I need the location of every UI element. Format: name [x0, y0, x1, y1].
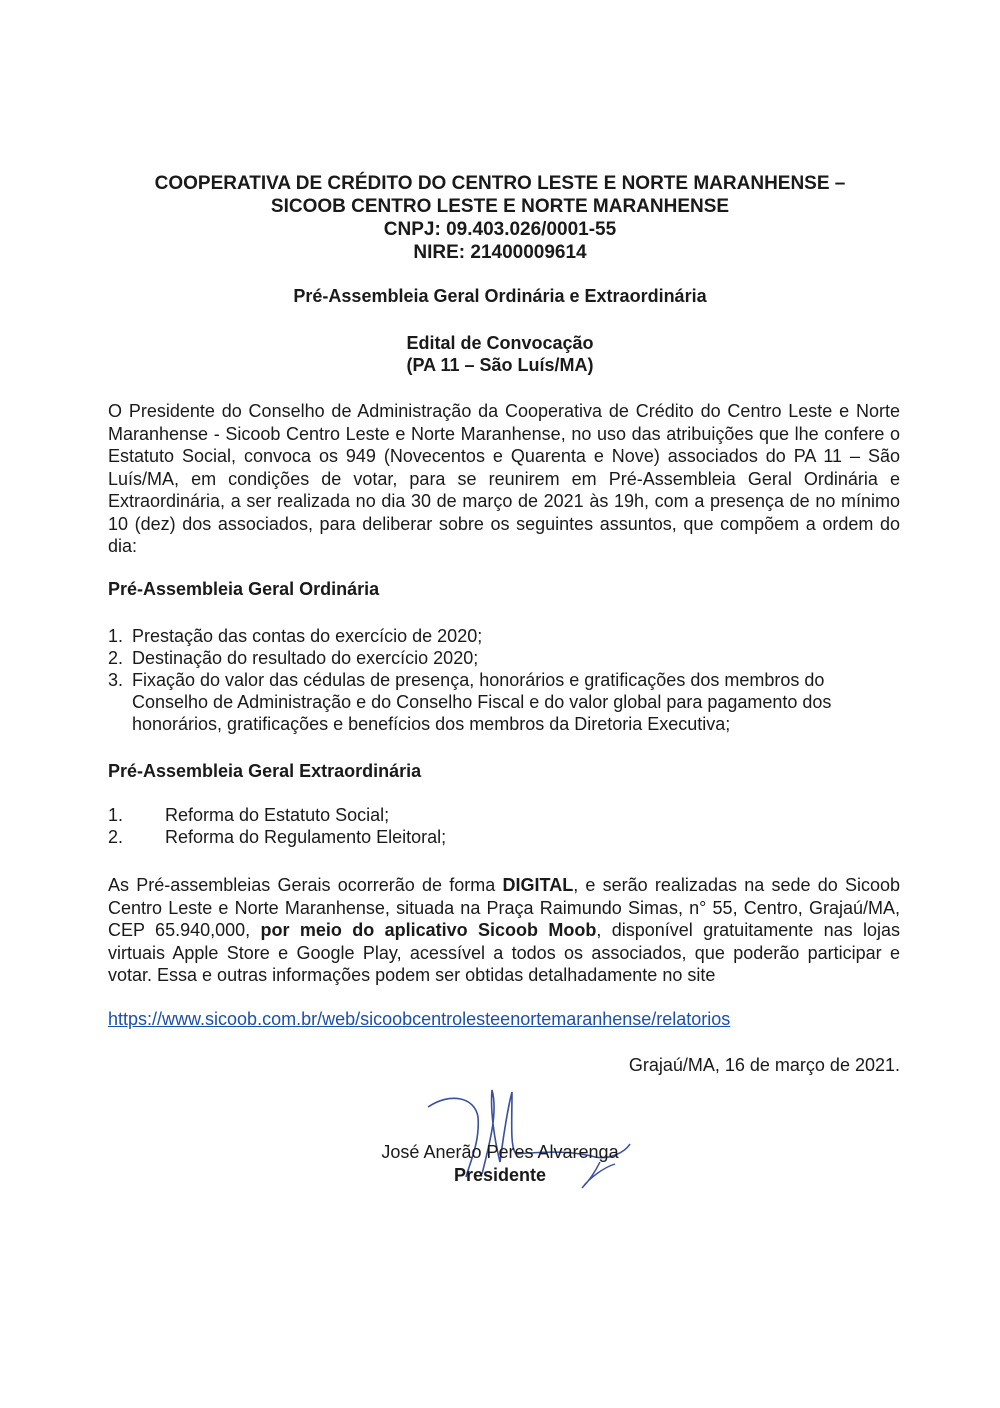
final-text-3: , disponível gratuitamente nas lojas virtuais Apple Store e Google Play, acessível a todos os associados, que poderão participar e votar. Essa e outras informações podem ser obtidas detalhadamente no site [108, 920, 901, 985]
list-item-text: Fixação do valor das cédulas de presença, honorários e gratificações dos membros do Conselho de Administração e do Conselho Fiscal e do valor global para pagamento dos honorários, gratificações e benefícios dos membros da Diretoria Executiva; [132, 670, 832, 734]
list-item-number: 3. [108, 670, 124, 690]
list-item [108, 669, 903, 735]
list-item [108, 826, 903, 848]
final-text-2: , e serão realizadas na sede do Sicoob Centro Leste e Norte Maranhense, situada na Praça Raimundo Simas, n° 55, Centro, Grajaú/MA, CEP 65.940,000, [108, 875, 900, 940]
signatory-role: Presidente [453, 1165, 547, 1185]
intro-paragraph: O Presidente do Conselho de Administração da Cooperativa de Crédito do Centro Leste e Norte Maranhense - Sicoob Centro Leste e Norte Maranhense, no uso das atribuições que lhe confere o Estatuto Social, convoca os 949 (Novecentos e Quarenta e Nove) associados do PA 11 – São Luís/MA, em condições de votar, para se reunirem em Pré-Assembleia Geral Ordinária e Extraordinária, a ser realizada no dia 30 de março de 2021 às 19h, com a presença de no mínimo 10 (dez) dos associados, para deliberar sobre os seguintes assuntos, que compõem a ordem do dia: [108, 401, 900, 556]
reports-link[interactable]: https://www.sicoob.com.br/web/sicoobcentrolesteenortemaranhense/relatorios [108, 1009, 731, 1029]
header-line-1: COOPERATIVA DE CRÉDITO DO CENTRO LESTE E NORTE MARANHENSE – [154, 173, 846, 194]
nire: NIRE: 21400009614 [413, 242, 587, 263]
final-paragraph [108, 874, 900, 987]
list-item [108, 625, 903, 647]
list-item-number: 2. [108, 648, 124, 668]
list-item-text: Reforma do Regulamento Eleitoral; [165, 827, 447, 847]
list-item-number: 1. [108, 805, 124, 825]
header-line-2: SICOOB CENTRO LESTE E NORTE MARANHENSE [270, 196, 730, 217]
signatory-name: José Anerão Peres Alvarenga [381, 1142, 619, 1162]
extraordinaria-list [108, 804, 903, 848]
list-item-text: Destinação do resultado do exercício 2020; [132, 648, 479, 668]
assembly-subtitle: Pré-Assembleia Geral Ordinária e Extraordinária [293, 286, 707, 306]
final-text-1: As Pré-assembleias Gerais ocorrerão de forma [108, 875, 503, 895]
list-item-number: 2. [108, 827, 124, 847]
extraordinaria-title: Pré-Assembleia Geral Extraordinária [108, 761, 422, 781]
place-date: Grajaú/MA, 16 de março de 2021. [628, 1055, 900, 1075]
list-item-text: Prestação das contas do exercício de 2020; [132, 626, 483, 646]
list-item-text: Reforma do Estatuto Social; [165, 805, 390, 825]
final-bold-digital: DIGITAL [502, 875, 574, 895]
edital-block [0, 332, 1000, 376]
final-bold-app: por meio do aplicativo Sicoob Moob [260, 920, 597, 940]
edital-title: Edital de Convocação [406, 333, 594, 353]
list-item [108, 647, 903, 669]
cnpj: CNPJ: 09.403.026/0001-55 [383, 219, 617, 240]
ordinaria-title: Pré-Assembleia Geral Ordinária [108, 579, 380, 599]
list-item-number: 1. [108, 626, 124, 646]
list-item [108, 804, 903, 826]
ordinaria-list [108, 625, 903, 735]
document-header [0, 172, 1000, 264]
edital-location: (PA 11 – São Luís/MA) [406, 355, 594, 375]
